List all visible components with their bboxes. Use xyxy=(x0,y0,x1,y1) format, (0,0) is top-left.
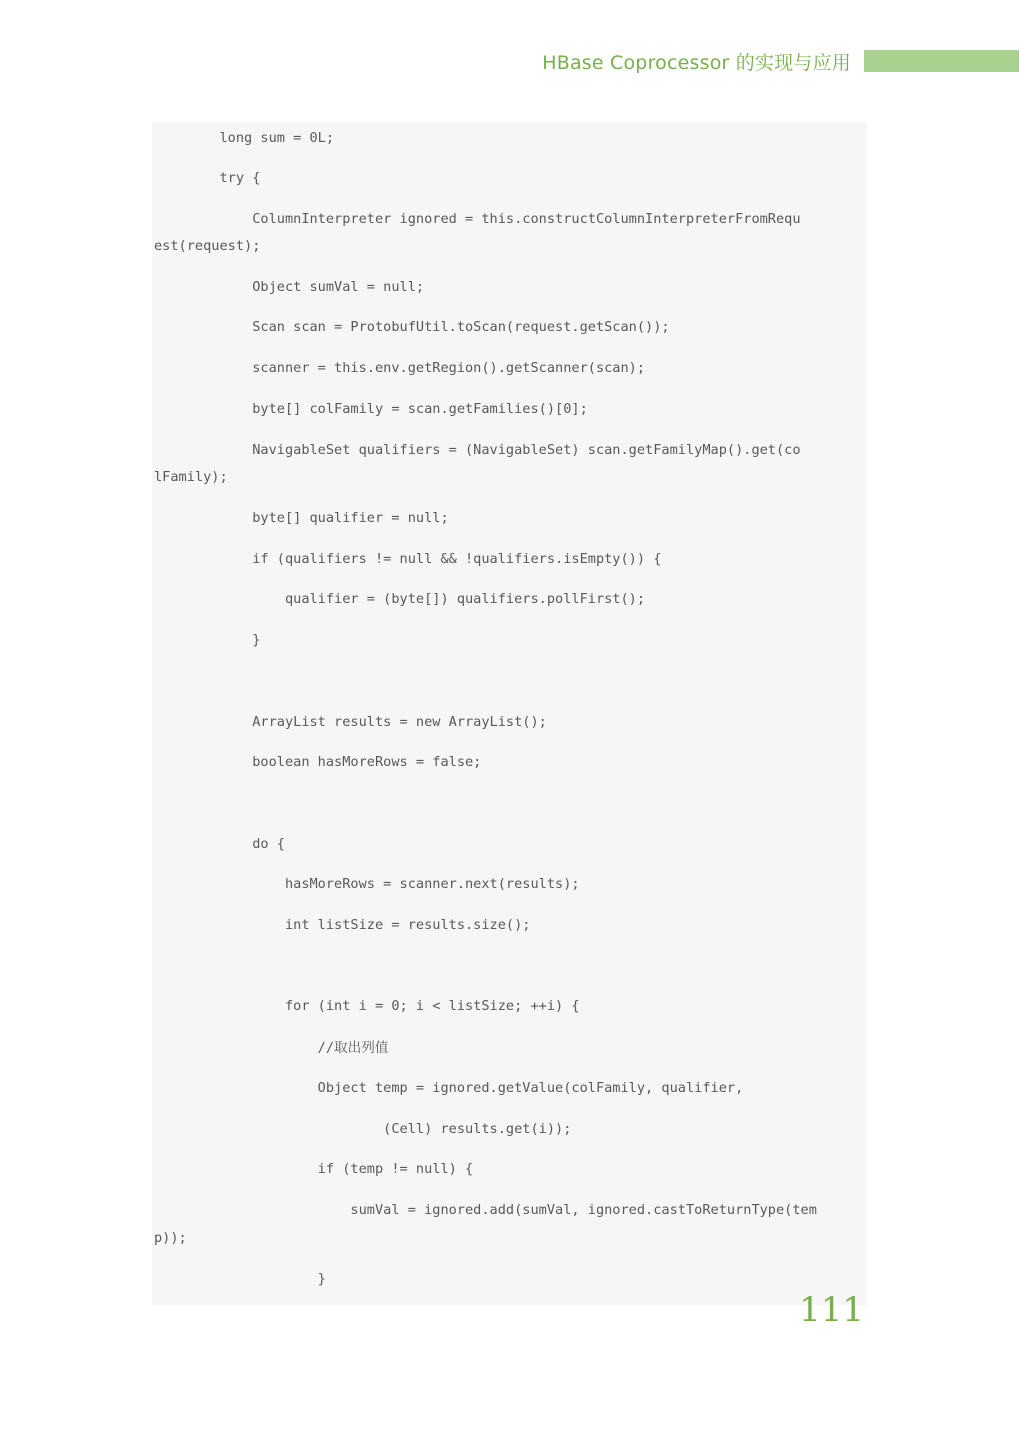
code-line: ColumnInterpreter ignored = this.constructColumnInterpreterFromRequ xyxy=(154,211,801,227)
code-line: do { xyxy=(154,836,285,852)
code-line: if (temp != null) { xyxy=(154,1161,474,1177)
code-line: scanner = this.env.getRegion().getScanner(scan); xyxy=(154,360,646,376)
code-line: ArrayList results = new ArrayList(); xyxy=(154,714,547,730)
code-line: int listSize = results.size(); xyxy=(154,917,531,933)
page-number: 111 xyxy=(799,1290,864,1330)
header-accent-bar xyxy=(864,50,1019,72)
code-line: est(request); xyxy=(154,238,261,254)
document-title: HBase Coprocessor 的实现与应用 xyxy=(542,52,851,74)
code-line: if (qualifiers != null && !qualifiers.isEmpty()) { xyxy=(154,551,662,567)
code-line: lFamily); xyxy=(154,469,228,485)
code-line: NavigableSet qualifiers = (NavigableSet) scan.getFamilyMap().get(co xyxy=(154,442,801,458)
code-line: Scan scan = ProtobufUtil.toScan(request.getScan()); xyxy=(154,319,670,335)
code-line: } xyxy=(154,632,261,648)
code-line: long sum = 0L; xyxy=(154,130,335,146)
code-line: Object temp = ignored.getValue(colFamily, qualifier, xyxy=(154,1080,744,1096)
code-line: } xyxy=(154,1271,326,1287)
code-line: Object sumVal = null; xyxy=(154,279,425,295)
code-line: for (int i = 0; i < listSize; ++i) { xyxy=(154,998,580,1014)
code-block xyxy=(152,123,867,1305)
code-line: //取出列值 xyxy=(154,1040,389,1056)
code-line: hasMoreRows = scanner.next(results); xyxy=(154,876,580,892)
code-line: p)); xyxy=(154,1230,187,1246)
code-line: byte[] qualifier = null; xyxy=(154,510,449,526)
code-line: sumVal = ignored.add(sumVal, ignored.castToReturnType(tem xyxy=(154,1202,817,1218)
code-line: try { xyxy=(154,170,261,186)
code-line: qualifier = (byte[]) qualifiers.pollFirst(); xyxy=(154,591,646,607)
code-line: (Cell) results.get(i)); xyxy=(154,1121,572,1137)
code-line: boolean hasMoreRows = false; xyxy=(154,754,482,770)
code-line: byte[] colFamily = scan.getFamilies()[0]; xyxy=(154,401,588,417)
